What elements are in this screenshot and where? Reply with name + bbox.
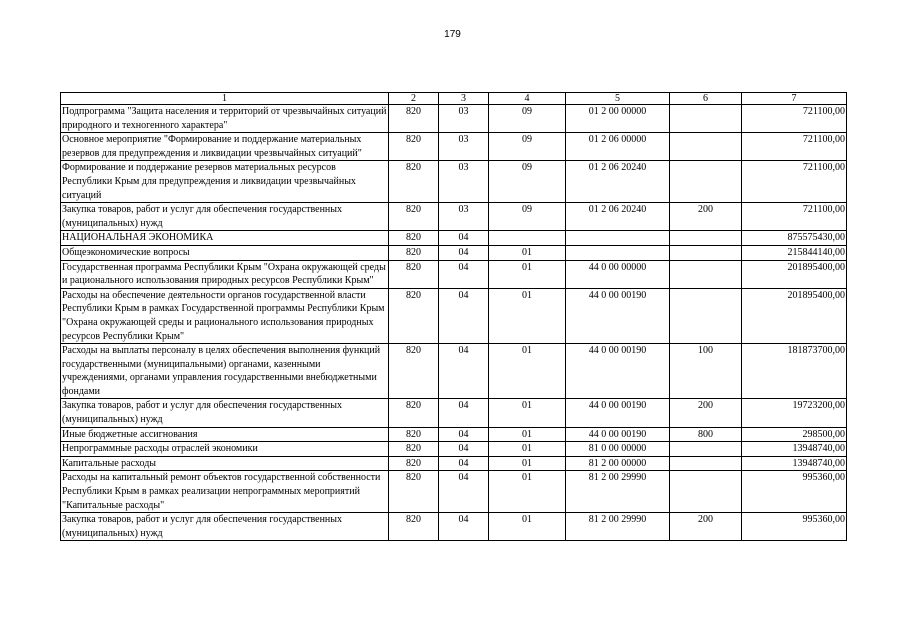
row-code-2: 820 xyxy=(389,260,439,288)
row-name: Подпрограмма "Защита населения и территорий от чрезвычайных ситуаций природного и техногенного характера" xyxy=(61,105,389,133)
row-code-4: 01 xyxy=(489,245,566,260)
row-code-3: 04 xyxy=(439,399,489,427)
table-row xyxy=(61,203,847,231)
row-code-3: 04 xyxy=(439,427,489,442)
row-name: Закупка товаров, работ и услуг для обеспечения государственных (муниципальных) нужд xyxy=(61,203,389,231)
row-code-2: 820 xyxy=(389,288,439,343)
row-amount: 995360,00 xyxy=(742,513,847,541)
row-code-3: 04 xyxy=(439,471,489,513)
table-row xyxy=(61,442,847,457)
row-code-3: 03 xyxy=(439,161,489,203)
row-code-2: 820 xyxy=(389,161,439,203)
row-code-6 xyxy=(670,105,742,133)
row-code-3: 04 xyxy=(439,288,489,343)
row-name: Формирование и поддержание резервов материальных ресурсов Республики Крым для предупреждения и ликвидации чрезвычайных ситуаций xyxy=(61,161,389,203)
row-code-4: 01 xyxy=(489,399,566,427)
row-code-3: 04 xyxy=(439,442,489,457)
row-code-5: 01 2 06 20240 xyxy=(566,161,670,203)
row-code-3: 04 xyxy=(439,513,489,541)
row-code-3: 04 xyxy=(439,231,489,246)
row-code-6: 200 xyxy=(670,203,742,231)
row-code-5: 01 2 06 00000 xyxy=(566,133,670,161)
row-name: Расходы на обеспечение деятельности органов государственной власти Республики Крым в рамках Государственной программы Республики Крым "Охрана окружающей среды и рационального использования природных ресурсов Республики Крым" xyxy=(61,288,389,343)
row-code-6 xyxy=(670,231,742,246)
table-row xyxy=(61,245,847,260)
row-code-6 xyxy=(670,133,742,161)
row-code-6 xyxy=(670,260,742,288)
row-amount: 13948740,00 xyxy=(742,442,847,457)
row-code-6: 100 xyxy=(670,344,742,399)
table-row xyxy=(61,260,847,288)
row-code-4: 09 xyxy=(489,161,566,203)
header-cell: 4 xyxy=(489,93,566,105)
table-row xyxy=(61,344,847,399)
row-code-6: 200 xyxy=(670,399,742,427)
row-code-3: 03 xyxy=(439,133,489,161)
row-code-2: 820 xyxy=(389,245,439,260)
header-cell: 3 xyxy=(439,93,489,105)
row-code-3: 03 xyxy=(439,203,489,231)
row-code-4: 01 xyxy=(489,344,566,399)
row-amount: 181873700,00 xyxy=(742,344,847,399)
row-amount: 19723200,00 xyxy=(742,399,847,427)
row-code-4: 01 xyxy=(489,513,566,541)
budget-table xyxy=(60,92,847,541)
row-amount: 298500,00 xyxy=(742,427,847,442)
row-code-4: 01 xyxy=(489,456,566,471)
header-cell: 5 xyxy=(566,93,670,105)
row-code-6 xyxy=(670,161,742,203)
row-code-5: 81 2 00 00000 xyxy=(566,456,670,471)
row-code-6: 800 xyxy=(670,427,742,442)
table-row xyxy=(61,399,847,427)
row-amount: 875575430,00 xyxy=(742,231,847,246)
row-code-5 xyxy=(566,245,670,260)
table-row xyxy=(61,105,847,133)
table-row xyxy=(61,471,847,513)
row-name: Капитальные расходы xyxy=(61,456,389,471)
row-code-2: 820 xyxy=(389,471,439,513)
row-code-3: 04 xyxy=(439,456,489,471)
row-code-4: 09 xyxy=(489,203,566,231)
row-code-5: 81 2 00 29990 xyxy=(566,471,670,513)
row-code-3: 04 xyxy=(439,260,489,288)
row-code-2: 820 xyxy=(389,399,439,427)
row-code-6 xyxy=(670,288,742,343)
row-amount: 201895400,00 xyxy=(742,288,847,343)
table-row xyxy=(61,231,847,246)
row-code-5: 44 0 00 00190 xyxy=(566,344,670,399)
row-code-2: 820 xyxy=(389,203,439,231)
row-code-4: 01 xyxy=(489,260,566,288)
header-cell: 1 xyxy=(61,93,389,105)
row-code-5: 81 0 00 00000 xyxy=(566,442,670,457)
row-code-5: 44 0 00 00190 xyxy=(566,427,670,442)
row-code-5: 44 0 00 00000 xyxy=(566,260,670,288)
row-code-5: 81 2 00 29990 xyxy=(566,513,670,541)
row-code-2: 820 xyxy=(389,442,439,457)
row-name: Закупка товаров, работ и услуг для обеспечения государственных (муниципальных) нужд xyxy=(61,399,389,427)
row-code-6 xyxy=(670,442,742,457)
row-amount: 721100,00 xyxy=(742,133,847,161)
row-code-5: 01 2 06 20240 xyxy=(566,203,670,231)
row-code-4: 09 xyxy=(489,133,566,161)
row-name: Основное мероприятие "Формирование и поддержание материальных резервов для предупреждения и ликвидации чрезвычайных ситуаций" xyxy=(61,133,389,161)
row-code-2: 820 xyxy=(389,133,439,161)
row-code-6 xyxy=(670,245,742,260)
row-name: Общеэкономические вопросы xyxy=(61,245,389,260)
row-code-6: 200 xyxy=(670,513,742,541)
row-code-4 xyxy=(489,231,566,246)
row-amount: 995360,00 xyxy=(742,471,847,513)
header-cell: 7 xyxy=(742,93,847,105)
row-name: Государственная программа Республики Крым "Охрана окружающей среды и рационального использования природных ресурсов Республики Крым" xyxy=(61,260,389,288)
table-row xyxy=(61,456,847,471)
row-code-3: 03 xyxy=(439,105,489,133)
row-code-2: 820 xyxy=(389,513,439,541)
row-code-5 xyxy=(566,231,670,246)
row-amount: 201895400,00 xyxy=(742,260,847,288)
row-code-5: 44 0 00 00190 xyxy=(566,288,670,343)
row-name: Расходы на капитальный ремонт объектов государственной собственности Республики Крым в рамках реализации непрограммных мероприятий "Капитальные расходы" xyxy=(61,471,389,513)
table-row xyxy=(61,288,847,343)
row-amount: 721100,00 xyxy=(742,203,847,231)
header-cell: 6 xyxy=(670,93,742,105)
row-code-4: 01 xyxy=(489,471,566,513)
row-name: НАЦИОНАЛЬНАЯ ЭКОНОМИКА xyxy=(61,231,389,246)
row-code-2: 820 xyxy=(389,344,439,399)
header-row xyxy=(61,93,847,105)
row-code-5: 44 0 00 00190 xyxy=(566,399,670,427)
row-code-3: 04 xyxy=(439,245,489,260)
row-code-5: 01 2 00 00000 xyxy=(566,105,670,133)
row-code-2: 820 xyxy=(389,231,439,246)
row-amount: 13948740,00 xyxy=(742,456,847,471)
row-code-4: 01 xyxy=(489,288,566,343)
row-code-4: 09 xyxy=(489,105,566,133)
row-code-3: 04 xyxy=(439,344,489,399)
row-name: Иные бюджетные ассигнования xyxy=(61,427,389,442)
row-amount: 721100,00 xyxy=(742,105,847,133)
row-name: Расходы на выплаты персоналу в целях обеспечения выполнения функций государственными (муниципальными) органами, казенными учреждениями, органами управления государственными внебюджетными фондами xyxy=(61,344,389,399)
row-code-2: 820 xyxy=(389,105,439,133)
row-code-2: 820 xyxy=(389,427,439,442)
row-code-4: 01 xyxy=(489,427,566,442)
row-code-2: 820 xyxy=(389,456,439,471)
row-name: Непрограммные расходы отраслей экономики xyxy=(61,442,389,457)
row-code-6 xyxy=(670,456,742,471)
table-row xyxy=(61,513,847,541)
row-code-4: 01 xyxy=(489,442,566,457)
table-row xyxy=(61,133,847,161)
row-amount: 215844140,00 xyxy=(742,245,847,260)
row-amount: 721100,00 xyxy=(742,161,847,203)
table-row xyxy=(61,161,847,203)
header-cell: 2 xyxy=(389,93,439,105)
page-number: 179 xyxy=(444,29,461,40)
row-code-6 xyxy=(670,471,742,513)
row-name: Закупка товаров, работ и услуг для обеспечения государственных (муниципальных) нужд xyxy=(61,513,389,541)
table-row xyxy=(61,427,847,442)
